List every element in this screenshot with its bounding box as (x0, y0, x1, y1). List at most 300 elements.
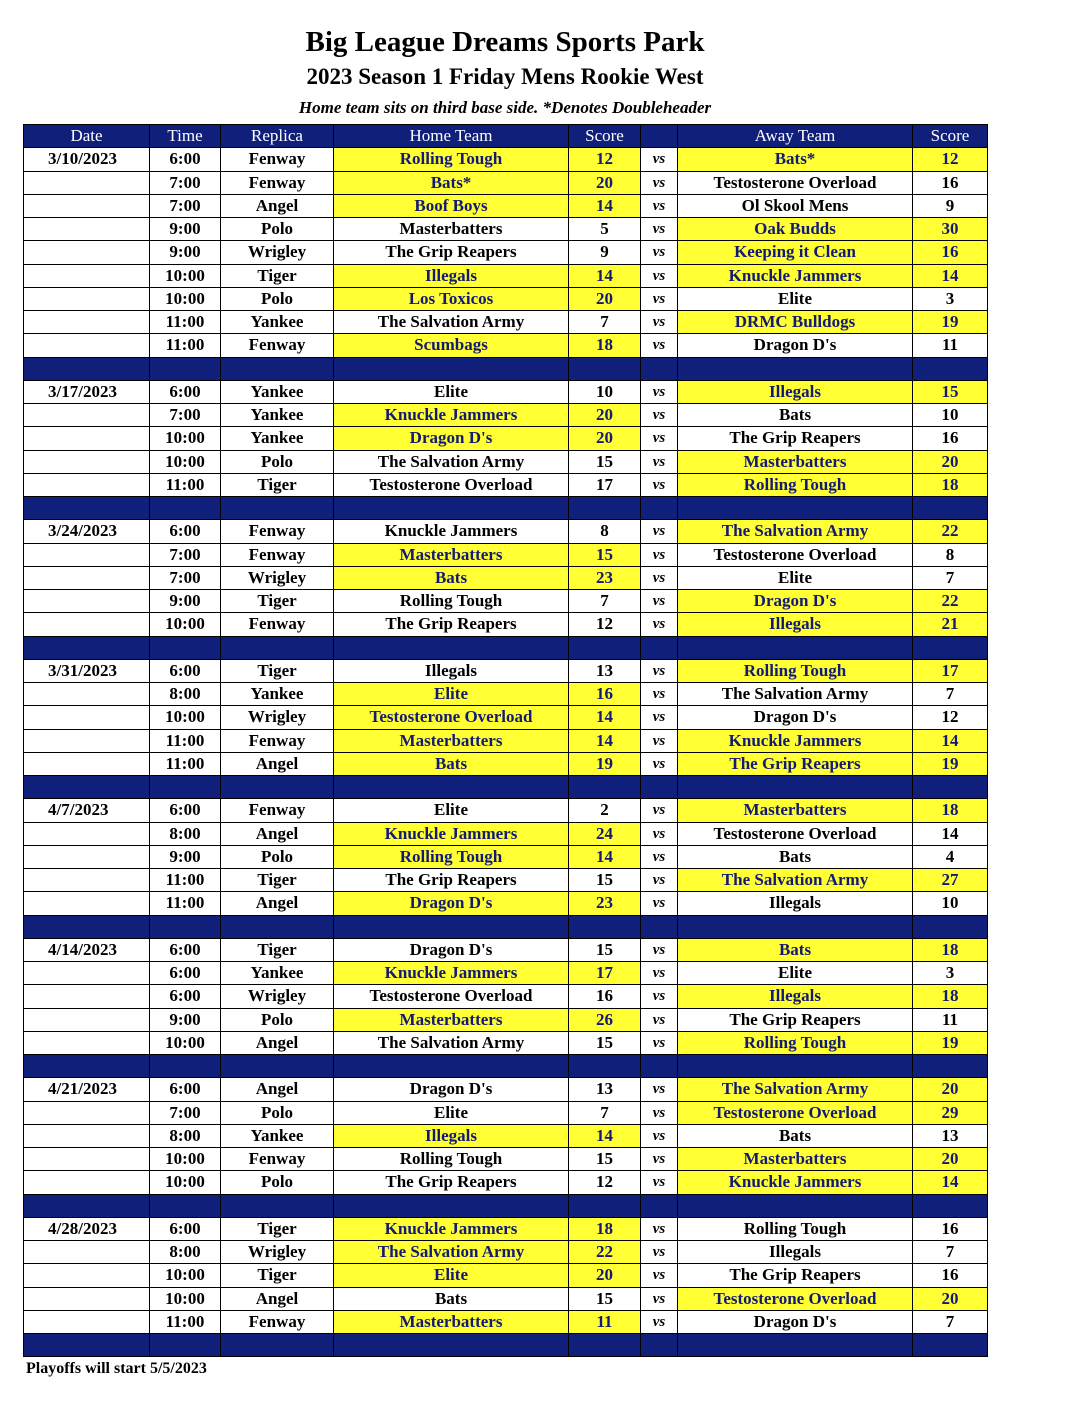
table-row (24, 241, 988, 264)
replica-cell: Fenway (221, 1310, 334, 1333)
separator-cell (569, 776, 641, 799)
table-row (24, 1241, 988, 1264)
doubleheader-note: Home team sits on third base side. *Denotes Doubleheader (298, 98, 712, 117)
vs-cell: vs (641, 311, 678, 334)
table-row (24, 590, 988, 613)
table-row (24, 171, 988, 194)
separator-cell (678, 1055, 913, 1078)
table-row (24, 845, 988, 868)
away-team-cell: The Grip Reapers (678, 752, 913, 775)
time-cell: 6:00 (150, 380, 221, 403)
replica-cell: Yankee (221, 427, 334, 450)
away-team-cell: Bats* (678, 148, 913, 171)
date-cell: 4/28/2023 (24, 1217, 150, 1240)
replica-cell: Polo (221, 1171, 334, 1194)
away-team-cell: Bats (678, 845, 913, 868)
away-team-cell: The Salvation Army (678, 683, 913, 706)
vs-cell: vs (641, 613, 678, 636)
home-team-cell: Knuckle Jammers (334, 962, 569, 985)
time-cell: 11:00 (150, 869, 221, 892)
vs-cell: vs (641, 473, 678, 496)
table-row (24, 985, 988, 1008)
separator-cell (24, 1055, 150, 1078)
vs-cell: vs (641, 450, 678, 473)
home-score-cell: 14 (569, 729, 641, 752)
away-team-cell: Dragon D's (678, 334, 913, 357)
replica-cell: Polo (221, 1008, 334, 1031)
time-cell: 7:00 (150, 404, 221, 427)
vs-cell: vs (641, 683, 678, 706)
date-cell (24, 869, 150, 892)
separator-cell (150, 776, 221, 799)
replica-cell: Fenway (221, 1148, 334, 1171)
replica-cell: Yankee (221, 380, 334, 403)
away-team-cell: Rolling Tough (678, 1217, 913, 1240)
date-cell (24, 1310, 150, 1333)
table-row (24, 1287, 988, 1310)
separator-cell (569, 497, 641, 520)
time-cell: 6:00 (150, 1217, 221, 1240)
home-team-cell: Boof Boys (334, 194, 569, 217)
time-cell: 11:00 (150, 334, 221, 357)
replica-cell: Wrigley (221, 706, 334, 729)
home-score-cell: 7 (569, 590, 641, 613)
time-cell: 10:00 (150, 1148, 221, 1171)
home-score-cell: 15 (569, 1148, 641, 1171)
away-score-cell: 10 (913, 892, 988, 915)
time-cell: 10:00 (150, 1287, 221, 1310)
date-cell (24, 543, 150, 566)
date-cell: 4/14/2023 (24, 938, 150, 961)
table-header-row (24, 125, 988, 148)
home-team-cell: Knuckle Jammers (334, 404, 569, 427)
home-team-cell: Bats (334, 1287, 569, 1310)
separator-cell (24, 1334, 150, 1357)
page-subtitle: 2023 Season 1 Friday Mens Rookie West (306, 64, 704, 89)
away-score-cell: 7 (913, 1241, 988, 1264)
home-score-cell: 8 (569, 520, 641, 543)
separator-cell (221, 1334, 334, 1357)
time-cell: 6:00 (150, 520, 221, 543)
home-team-cell: Dragon D's (334, 1078, 569, 1101)
replica-cell: Fenway (221, 520, 334, 543)
away-team-cell: Dragon D's (678, 706, 913, 729)
separator-cell (678, 497, 913, 520)
away-team-cell: Illegals (678, 380, 913, 403)
separator-cell (641, 636, 678, 659)
time-cell: 7:00 (150, 1101, 221, 1124)
home-team-cell: Masterbatters (334, 1310, 569, 1333)
home-score-cell: 12 (569, 1171, 641, 1194)
away-score-cell: 15 (913, 380, 988, 403)
date-cell (24, 404, 150, 427)
home-score-cell: 18 (569, 334, 641, 357)
separator-cell (678, 1334, 913, 1357)
home-team-cell: Illegals (334, 264, 569, 287)
time-cell: 6:00 (150, 985, 221, 1008)
home-team-cell: The Grip Reapers (334, 1171, 569, 1194)
table-row (24, 1008, 988, 1031)
time-cell: 11:00 (150, 752, 221, 775)
column-header-away-team: Away Team (678, 125, 913, 148)
time-cell: 7:00 (150, 194, 221, 217)
time-cell: 9:00 (150, 241, 221, 264)
home-score-cell: 23 (569, 892, 641, 915)
home-team-cell: Illegals (334, 1124, 569, 1147)
separator-cell (641, 497, 678, 520)
replica-cell: Angel (221, 892, 334, 915)
date-cell (24, 334, 150, 357)
home-score-cell: 12 (569, 148, 641, 171)
home-score-cell: 15 (569, 869, 641, 892)
date-cell: 3/17/2023 (24, 380, 150, 403)
separator-cell (150, 915, 221, 938)
away-team-cell: Knuckle Jammers (678, 729, 913, 752)
time-cell: 10:00 (150, 1171, 221, 1194)
date-cell (24, 171, 150, 194)
date-cell (24, 450, 150, 473)
away-score-cell: 19 (913, 1031, 988, 1054)
table-row (24, 566, 988, 589)
time-cell: 7:00 (150, 171, 221, 194)
vs-cell: vs (641, 171, 678, 194)
away-team-cell: Elite (678, 962, 913, 985)
time-cell: 10:00 (150, 287, 221, 310)
home-score-cell: 2 (569, 799, 641, 822)
date-cell (24, 752, 150, 775)
separator-cell (641, 776, 678, 799)
time-cell: 11:00 (150, 892, 221, 915)
date-cell (24, 566, 150, 589)
vs-cell: vs (641, 1101, 678, 1124)
vs-cell: vs (641, 218, 678, 241)
column-header-vs (641, 125, 678, 148)
vs-cell: vs (641, 752, 678, 775)
home-score-cell: 14 (569, 194, 641, 217)
away-team-cell: Testosterone Overload (678, 171, 913, 194)
date-cell (24, 427, 150, 450)
table-row (24, 1078, 988, 1101)
table-row (24, 683, 988, 706)
away-team-cell: Masterbatters (678, 799, 913, 822)
replica-cell: Angel (221, 1031, 334, 1054)
time-cell: 10:00 (150, 1031, 221, 1054)
separator-cell (641, 1055, 678, 1078)
home-score-cell: 14 (569, 706, 641, 729)
separator-cell (678, 776, 913, 799)
week-separator-row (24, 1334, 988, 1357)
separator-cell (569, 1334, 641, 1357)
home-score-cell: 10 (569, 380, 641, 403)
date-cell (24, 1171, 150, 1194)
home-score-cell: 12 (569, 613, 641, 636)
separator-cell (678, 357, 913, 380)
vs-cell: vs (641, 1031, 678, 1054)
away-team-cell: Knuckle Jammers (678, 1171, 913, 1194)
away-score-cell: 20 (913, 450, 988, 473)
away-team-cell: Elite (678, 566, 913, 589)
away-score-cell: 9 (913, 194, 988, 217)
separator-cell (150, 1334, 221, 1357)
date-cell (24, 264, 150, 287)
separator-cell (334, 915, 569, 938)
table-row (24, 869, 988, 892)
table-row (24, 194, 988, 217)
replica-cell: Tiger (221, 938, 334, 961)
date-cell: 3/31/2023 (24, 659, 150, 682)
away-team-cell: Rolling Tough (678, 473, 913, 496)
separator-cell (569, 1194, 641, 1217)
home-team-cell: Elite (334, 1101, 569, 1124)
week-separator-row (24, 497, 988, 520)
away-score-cell: 22 (913, 520, 988, 543)
time-cell: 10:00 (150, 427, 221, 450)
table-row (24, 938, 988, 961)
home-team-cell: Knuckle Jammers (334, 1217, 569, 1240)
week-separator-row (24, 1055, 988, 1078)
time-cell: 8:00 (150, 1241, 221, 1264)
away-team-cell: Masterbatters (678, 1148, 913, 1171)
replica-cell: Polo (221, 218, 334, 241)
replica-cell: Yankee (221, 962, 334, 985)
schedule-body (24, 148, 988, 1357)
separator-cell (24, 497, 150, 520)
time-cell: 10:00 (150, 706, 221, 729)
home-team-cell: The Grip Reapers (334, 869, 569, 892)
date-cell (24, 613, 150, 636)
home-team-cell: Masterbatters (334, 218, 569, 241)
separator-cell (334, 497, 569, 520)
week-separator-row (24, 357, 988, 380)
replica-cell: Yankee (221, 311, 334, 334)
vs-cell: vs (641, 729, 678, 752)
home-team-cell: Masterbatters (334, 1008, 569, 1031)
week-separator-row (24, 915, 988, 938)
date-cell (24, 683, 150, 706)
separator-cell (24, 357, 150, 380)
replica-cell: Yankee (221, 683, 334, 706)
time-cell: 6:00 (150, 1078, 221, 1101)
time-cell: 6:00 (150, 962, 221, 985)
date-cell (24, 822, 150, 845)
away-score-cell: 19 (913, 752, 988, 775)
vs-cell: vs (641, 590, 678, 613)
time-cell: 6:00 (150, 799, 221, 822)
away-score-cell: 17 (913, 659, 988, 682)
away-team-cell: Testosterone Overload (678, 1101, 913, 1124)
time-cell: 10:00 (150, 613, 221, 636)
vs-cell: vs (641, 1148, 678, 1171)
away-team-cell: Illegals (678, 1241, 913, 1264)
away-team-cell: Testosterone Overload (678, 822, 913, 845)
table-row (24, 520, 988, 543)
vs-cell: vs (641, 706, 678, 729)
home-team-cell: Dragon D's (334, 938, 569, 961)
date-cell (24, 962, 150, 985)
separator-cell (221, 915, 334, 938)
date-cell (24, 1008, 150, 1031)
replica-cell: Angel (221, 1078, 334, 1101)
separator-cell (913, 636, 988, 659)
time-cell: 8:00 (150, 683, 221, 706)
replica-cell: Tiger (221, 1217, 334, 1240)
vs-cell: vs (641, 287, 678, 310)
table-row (24, 799, 988, 822)
home-team-cell: Testosterone Overload (334, 473, 569, 496)
vs-cell: vs (641, 822, 678, 845)
vs-cell: vs (641, 659, 678, 682)
vs-cell: vs (641, 1264, 678, 1287)
away-team-cell: Bats (678, 404, 913, 427)
away-score-cell: 29 (913, 1101, 988, 1124)
replica-cell: Fenway (221, 613, 334, 636)
home-score-cell: 20 (569, 171, 641, 194)
away-score-cell: 30 (913, 218, 988, 241)
vs-cell: vs (641, 962, 678, 985)
date-cell (24, 985, 150, 1008)
home-score-cell: 20 (569, 404, 641, 427)
away-score-cell: 11 (913, 334, 988, 357)
vs-cell: vs (641, 1241, 678, 1264)
table-row (24, 1264, 988, 1287)
home-score-cell: 13 (569, 1078, 641, 1101)
time-cell: 10:00 (150, 264, 221, 287)
separator-cell (641, 1334, 678, 1357)
replica-cell: Tiger (221, 590, 334, 613)
away-team-cell: The Salvation Army (678, 1078, 913, 1101)
separator-cell (913, 1194, 988, 1217)
home-score-cell: 15 (569, 450, 641, 473)
replica-cell: Wrigley (221, 241, 334, 264)
week-separator-row (24, 1194, 988, 1217)
replica-cell: Wrigley (221, 566, 334, 589)
table-row (24, 287, 988, 310)
replica-cell: Tiger (221, 659, 334, 682)
separator-cell (150, 1055, 221, 1078)
table-row (24, 404, 988, 427)
table-row (24, 218, 988, 241)
vs-cell: vs (641, 566, 678, 589)
separator-cell (913, 1334, 988, 1357)
table-row (24, 1101, 988, 1124)
home-team-cell: The Salvation Army (334, 1241, 569, 1264)
home-score-cell: 22 (569, 1241, 641, 1264)
home-team-cell: Dragon D's (334, 427, 569, 450)
away-team-cell: Illegals (678, 892, 913, 915)
column-header-home-score: Score (569, 125, 641, 148)
vs-cell: vs (641, 1310, 678, 1333)
page-title: Big League Dreams Sports Park (305, 26, 705, 58)
away-score-cell: 12 (913, 148, 988, 171)
home-score-cell: 13 (569, 659, 641, 682)
away-score-cell: 14 (913, 729, 988, 752)
time-cell: 7:00 (150, 566, 221, 589)
home-score-cell: 16 (569, 985, 641, 1008)
separator-cell (913, 776, 988, 799)
away-team-cell: Knuckle Jammers (678, 264, 913, 287)
away-score-cell: 14 (913, 1171, 988, 1194)
separator-cell (221, 1194, 334, 1217)
table-row (24, 543, 988, 566)
time-cell: 8:00 (150, 822, 221, 845)
away-team-cell: Illegals (678, 985, 913, 1008)
separator-cell (334, 1194, 569, 1217)
away-team-cell: Oak Budds (678, 218, 913, 241)
replica-cell: Wrigley (221, 1241, 334, 1264)
date-cell (24, 892, 150, 915)
replica-cell: Tiger (221, 1264, 334, 1287)
away-team-cell: Illegals (678, 613, 913, 636)
home-score-cell: 15 (569, 543, 641, 566)
home-team-cell: The Salvation Army (334, 450, 569, 473)
home-score-cell: 16 (569, 683, 641, 706)
separator-cell (678, 915, 913, 938)
away-team-cell: Dragon D's (678, 1310, 913, 1333)
home-team-cell: Los Toxicos (334, 287, 569, 310)
date-cell (24, 194, 150, 217)
home-team-cell: Bats* (334, 171, 569, 194)
date-cell: 3/10/2023 (24, 148, 150, 171)
separator-cell (913, 357, 988, 380)
time-cell: 11:00 (150, 729, 221, 752)
away-score-cell: 20 (913, 1148, 988, 1171)
home-score-cell: 15 (569, 1287, 641, 1310)
home-team-cell: Testosterone Overload (334, 706, 569, 729)
away-team-cell: Bats (678, 938, 913, 961)
replica-cell: Fenway (221, 171, 334, 194)
home-score-cell: 7 (569, 311, 641, 334)
separator-cell (569, 915, 641, 938)
replica-cell: Angel (221, 194, 334, 217)
away-team-cell: Ol Skool Mens (678, 194, 913, 217)
away-team-cell: Testosterone Overload (678, 1287, 913, 1310)
separator-cell (221, 1055, 334, 1078)
away-score-cell: 12 (913, 706, 988, 729)
date-cell (24, 1287, 150, 1310)
date-cell (24, 287, 150, 310)
vs-cell: vs (641, 427, 678, 450)
time-cell: 6:00 (150, 659, 221, 682)
table-row (24, 659, 988, 682)
home-score-cell: 26 (569, 1008, 641, 1031)
table-row (24, 822, 988, 845)
playoffs-note: Playoffs will start 5/5/2023 (26, 1360, 207, 1377)
separator-cell (913, 915, 988, 938)
time-cell: 9:00 (150, 590, 221, 613)
vs-cell: vs (641, 1287, 678, 1310)
vs-cell: vs (641, 938, 678, 961)
time-cell: 11:00 (150, 473, 221, 496)
home-team-cell: Elite (334, 380, 569, 403)
away-team-cell: The Salvation Army (678, 520, 913, 543)
table-row (24, 1217, 988, 1240)
home-team-cell: Scumbags (334, 334, 569, 357)
replica-cell: Angel (221, 822, 334, 845)
date-cell: 3/24/2023 (24, 520, 150, 543)
vs-cell: vs (641, 869, 678, 892)
date-cell (24, 1101, 150, 1124)
date-cell (24, 1148, 150, 1171)
away-score-cell: 7 (913, 1310, 988, 1333)
away-score-cell: 22 (913, 590, 988, 613)
separator-cell (569, 357, 641, 380)
home-team-cell: Rolling Tough (334, 148, 569, 171)
vs-cell: vs (641, 1171, 678, 1194)
home-score-cell: 17 (569, 962, 641, 985)
date-cell: 4/21/2023 (24, 1078, 150, 1101)
replica-cell: Angel (221, 1287, 334, 1310)
vs-cell: vs (641, 1078, 678, 1101)
